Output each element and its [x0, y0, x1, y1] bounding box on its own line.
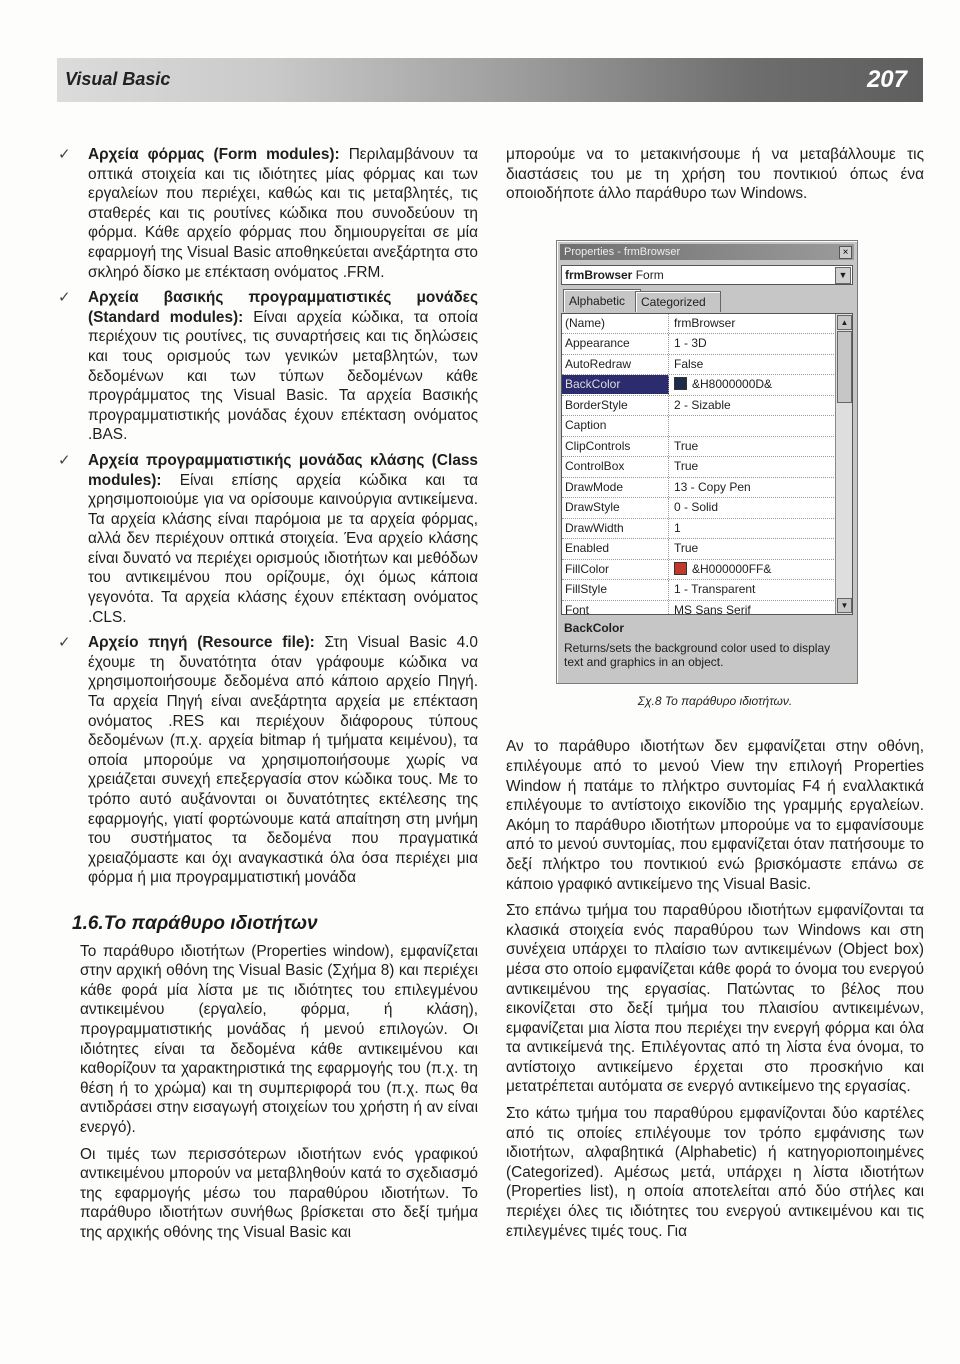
check-icon: ✓: [58, 634, 71, 652]
property-name: ClipControls: [565, 438, 631, 453]
property-name: Font: [565, 602, 590, 615]
tab-alphabetic[interactable]: Alphabetic: [563, 289, 641, 312]
section-title: 1.6.Το παράθυρο ιδιοτήτων: [72, 912, 318, 934]
paragraph: μπορούμε να το μετακινήσουμε ή να μεταβάλλουμε τις διαστάσεις του με τη χρήση του ποντικιού όπως ένα οποιοδήποτε άλλο παράθυρο των Windows.: [506, 146, 924, 203]
property-name: DrawWidth: [565, 520, 624, 535]
property-name: DrawStyle: [565, 500, 620, 515]
property-row[interactable]: [562, 396, 852, 417]
property-value-cell[interactable]: [674, 457, 834, 476]
property-name: BorderStyle: [565, 397, 628, 412]
bullet-term: Αρχείο πηγή (Resource file):: [88, 634, 315, 652]
column-separator: [668, 375, 669, 395]
property-row[interactable]: [562, 437, 852, 458]
scroll-thumb[interactable]: [837, 331, 852, 403]
column-separator: [668, 334, 669, 354]
color-swatch: [674, 562, 687, 575]
property-row[interactable]: [562, 314, 852, 335]
paragraph: Στο κάτω τμήμα του παραθύρου εμφανίζονται δύο καρτέλες από τις οποίες επιλέγουμε τον τρόπο εμφάνισης των ιδιοτήτων, αλφαβητικά (Alphabetic) ή κατηγοριοποιημένες (Categorized). Αμέσως μετά, υπάρχει η λίστα ιδιοτήτων (Properties list), η οποία αποτελείται από δύο στήλες και περιέχει όλες τις ιδιότητες του ενεργού αντικειμένου και τις επιλεγμένες τιμές τους. Για: [506, 1105, 924, 1240]
column-separator: [668, 355, 669, 375]
column-separator: [668, 314, 669, 334]
bullet-form-modules: [58, 145, 478, 282]
color-swatch: [674, 377, 687, 390]
property-value-cell[interactable]: [674, 601, 834, 615]
column-separator: [668, 416, 669, 436]
property-value-cell[interactable]: [674, 396, 834, 415]
bullet-class-modules: [58, 451, 478, 627]
property-name: BackColor: [562, 375, 669, 394]
property-value: True: [674, 459, 699, 474]
bullet-text: Είναι επίσης αρχεία κώδικα και τα χρησιμοποιούμε για να ορίσουμε καινούργια αντικείμενα. Τα αρχεία κλάσης είναι παρόμοια με τα αρχεία φόρμας, αλλά δεν περιέχουν οπτικά στοιχεία. Ένα αρχείο κλάσης είναι δυνατό να περιέχει ορισμούς ιδιοτήτων και μεθόδων του αντικειμένου που ορίζουμε, όχι όμως κάποια γεγονότα. Τα αρχεία κλάσης έχουν επέκταση ονόματος .CLS.: [88, 471, 478, 626]
bullet-term: Αρχεία φόρμας (Form modules):: [88, 146, 340, 163]
column-separator: [668, 498, 669, 518]
paragraph: Στο επάνω τμήμα του παραθύρου ιδιοτήτων εμφανίζονται τα κλασικά στοιχεία ενός παραθύρου των Windows και στη συνέχεια υπάρχει το πλαίσιο των αντικειμένων (Object box) μέσα στο οποίο εμφανίζεται κάθε φορά το όνομα του ενεργού αντικειμένου της εργασίας. Πατώντας το βέλος που εικονίζεται στο δεξί τμήμα του πλαισίου αντικειμένων, εμφανίζεται μια λίστα που περιέχει την ενεργή φόρμα και όλα τα αντικείμενά της. Επιλέγοντας από τη λίστα ένα όνομα, το αντίστοιχο αντικείμενο έρχεται στο προσκήνιο και μετατρέπεται αυτόματα σε ενεργό αντικείμενο της εργασίας.: [506, 902, 924, 1096]
property-name: Caption: [565, 418, 607, 433]
object-type: Form: [635, 267, 664, 282]
check-icon: ✓: [58, 146, 71, 163]
close-icon[interactable]: ×: [839, 246, 852, 259]
bullet-text: Είναι αρχεία κώδικα, τα οποία περιέχουν τις ρουτίνες, τις συναρτήσεις και τις δηλώσεις και τους ορισμούς των γενικών μεταβλητών, των δεδομένων και των τύπων δεδομένων κάθε προγράμματος της Visual Basic. Τα αρχεία Βασικής προγραμματιστικής μονάδας έχουν επέκταση ονόματος .BAS.: [88, 308, 479, 444]
column-separator: [668, 437, 669, 457]
property-row[interactable]: [562, 498, 852, 519]
property-name: DrawMode: [565, 479, 624, 494]
bullet-text: Περιλαμβάνουν τα οπτικά στοιχεία και τις ιδιότητες μίας φόρμας και των εργαλείων που περιέχει, καθώς και τις μεταβλητές, τις σταθερές και τις ρουτίνες κώδικα που συνοδεύουν τη φόρμα. Κάθε αρχείο φόρμας που δημιουργείται σε μία εφαρμογή της Visual Basic αποθηκεύεται ανεξάρτητα στο σκληρό δίσκο με επέκταση ονόματος .FRM.: [88, 146, 478, 281]
property-row[interactable]: [562, 478, 852, 499]
property-row[interactable]: [562, 560, 852, 581]
property-row[interactable]: [562, 416, 852, 437]
property-name: FillStyle: [565, 582, 608, 597]
property-value-cell[interactable]: [674, 314, 834, 333]
scroll-down-icon[interactable]: ▼: [837, 598, 852, 613]
column-separator: [668, 560, 669, 580]
property-value: False: [674, 356, 704, 371]
tab-categorized[interactable]: Categorized: [635, 291, 721, 312]
column-separator: [668, 601, 669, 615]
running-title: Visual Basic: [65, 69, 171, 89]
column-separator: [668, 519, 669, 539]
paragraph: Το παράθυρο ιδιοτήτων (Properties window), εμφανίζεται στην αρχική οθόνη της Visual Basic (Σχήμα 8) και περιέχει κάθε φορά μία λίστα με τις ιδιότητες του επιλεγμένου αντικειμένου (εργαλείο, φόρμα, ή κλάση), προγραμματιστικής μονάδας ή μενού επιλογών. Οι ιδιότητες είναι τα δεδομένα κάθε αντικειμένου και καθορίζουν τα χαρακτηριστικά της εφαρμογής του (π.χ. τη θέση ή το χρώμα) και τη συμπεριφορά του (π.χ. πως θα αντιδράσει στην εισαγωγή στοιχείων του χρήστη ή αν είναι ενεργό).: [80, 942, 478, 1136]
property-value-cell[interactable]: [674, 334, 834, 353]
property-row[interactable]: [562, 375, 852, 396]
column-separator: [668, 457, 669, 477]
bullet-resource-file: [58, 633, 478, 888]
property-value: MS Sans Serif: [674, 602, 751, 615]
property-value: 1 - 3D: [674, 336, 707, 351]
figure-caption: Σχ.8 Το παράθυρο ιδιοτήτων.: [637, 693, 793, 708]
chevron-down-icon[interactable]: ▼: [835, 267, 851, 284]
property-value-cell[interactable]: [674, 498, 834, 517]
property-value-cell[interactable]: [674, 539, 834, 558]
property-value: frmBrowser: [674, 315, 736, 330]
description-text: Returns/sets the background color used to display text and graphics in an object.: [564, 641, 831, 670]
property-value: 0 - Solid: [674, 500, 719, 515]
check-icon: ✓: [58, 451, 71, 469]
property-name: Enabled: [565, 541, 610, 556]
properties-list: [561, 313, 853, 615]
property-row[interactable]: [562, 355, 852, 376]
property-row[interactable]: [562, 539, 852, 560]
bullet-text: Στη Visual Basic 4.0 έχουμε τη δυνατότητα όταν γράφουμε κώδικα να χρησιμοποιήσουμε δεδομένα από κάποιο αρχείο Πηγή. Τα αρχεία Πηγή είναι ανεξάρτητα αρχεία με επέκταση ονόματος .RES και περιέχουν διάφορους τύπους δεδομένων (π.χ. αρχεία bitmap ή τμήματα κειμένου), τα οποία μπορούμε να χρησιμοποιήσουμε χωρίς να χρειάζεται συνεχή επεξεργασία στον κώδικα τους. Με το τρόπο αυτό αυξάνονται οι δυνατότητες εκτέλεσης της εφαρμογής, γιατί φορτώνουμε κατά απαίτηση στη μνήμη του συστήματος τα δεδομένα που πραγματικά χρειαζόμαστε και όχι αναγκαστικά όλα όσα περιέχει μια φόρμα ή μια προγραμματιστική μονάδα: [88, 634, 478, 887]
column-separator: [668, 580, 669, 600]
property-name: Appearance: [565, 336, 630, 351]
window-title: Properties - frmBrowser: [564, 245, 681, 258]
property-row[interactable]: [562, 601, 852, 615]
property-value: 13 - Copy Pen: [674, 479, 751, 494]
check-icon: ✓: [58, 289, 71, 307]
property-name: (Name): [565, 315, 606, 330]
column-separator: [668, 478, 669, 498]
property-value: True: [674, 438, 699, 453]
property-value-cell[interactable]: [674, 375, 834, 394]
description-pane: [561, 619, 851, 677]
left-column: [58, 145, 479, 1249]
bullet-term: Αρχεία προγραμματιστικής μονάδας κλάσης (Class modules):: [88, 451, 478, 489]
property-value: 2 - Sizable: [674, 397, 731, 412]
paragraph: Αν το παράθυρο ιδιοτήτων δεν εμφανίζεται στην οθόνη, επιλέγουμε από το μενού View την επιλογή Properties Window ή πατάμε το πλήκτρο συντομίας F4 ή εναλλακτικά επιλέγουμε το αντίστοιχο εικονίδιο της γραμμής εργαλείων. Ακόμη το παράθυρο ιδιοτήτων μπορούμε να το εμφανίσουμε από το μενού συντομίας, που εμφανίζεται όταν πατήσουμε το δεξί πλήκτρο του ποντικιού ενώ βρισκόμαστε επάνω σε κάποιο γραφικό αντικείμενο της Visual Basic.: [506, 738, 924, 893]
window-titlebar: [560, 244, 854, 260]
property-value: &H8000000D&: [692, 377, 773, 392]
property-row[interactable]: [562, 519, 852, 540]
object-box[interactable]: [561, 265, 853, 285]
column-separator: [668, 539, 669, 559]
property-value-cell[interactable]: [674, 355, 834, 374]
bullet-standard-modules: [58, 288, 479, 445]
property-value-cell[interactable]: [674, 519, 834, 538]
column-separator: [668, 396, 669, 416]
property-value-cell[interactable]: [674, 437, 834, 456]
right-column: [506, 145, 924, 1248]
scroll-up-icon[interactable]: ▲: [837, 315, 852, 330]
property-row[interactable]: [562, 334, 852, 355]
property-value: &H000000FF&: [692, 561, 772, 576]
property-value-cell[interactable]: [674, 580, 834, 599]
property-value: True: [674, 541, 699, 556]
bullet-term: Αρχεία βασικής προγραμματιστικές μονάδες (Standard modules):: [88, 289, 478, 326]
paragraph: Οι τιμές των περισσότερων ιδιοτήτων ενός γραφικού αντικειμένου μπορούν να μεταβληθούν κατά το σχεδιασμό της εφαρμογής μέσω του παραθύρου ιδιοτήτων. Το παράθυρο ιδιοτήτων συνήθως βρίσκεται στο δεξί τμήμα της αρχικής οθόνης της Visual Basic και: [80, 1145, 478, 1241]
property-row[interactable]: [562, 580, 852, 601]
description-title: BackColor: [564, 620, 625, 635]
properties-window-figure: [556, 240, 858, 684]
property-name: ControlBox: [565, 459, 625, 474]
page-header: [57, 58, 923, 102]
property-name: AutoRedraw: [565, 356, 632, 371]
property-value: 1 - Transparent: [674, 582, 756, 597]
vertical-scrollbar[interactable]: [835, 314, 852, 614]
page-number: 207: [866, 66, 907, 93]
property-value-cell[interactable]: [674, 478, 834, 497]
property-value: 1: [674, 520, 681, 535]
property-value-cell[interactable]: [674, 560, 834, 579]
property-name: FillColor: [565, 561, 610, 576]
property-row[interactable]: [562, 457, 852, 478]
object-name: frmBrowser: [565, 267, 633, 282]
